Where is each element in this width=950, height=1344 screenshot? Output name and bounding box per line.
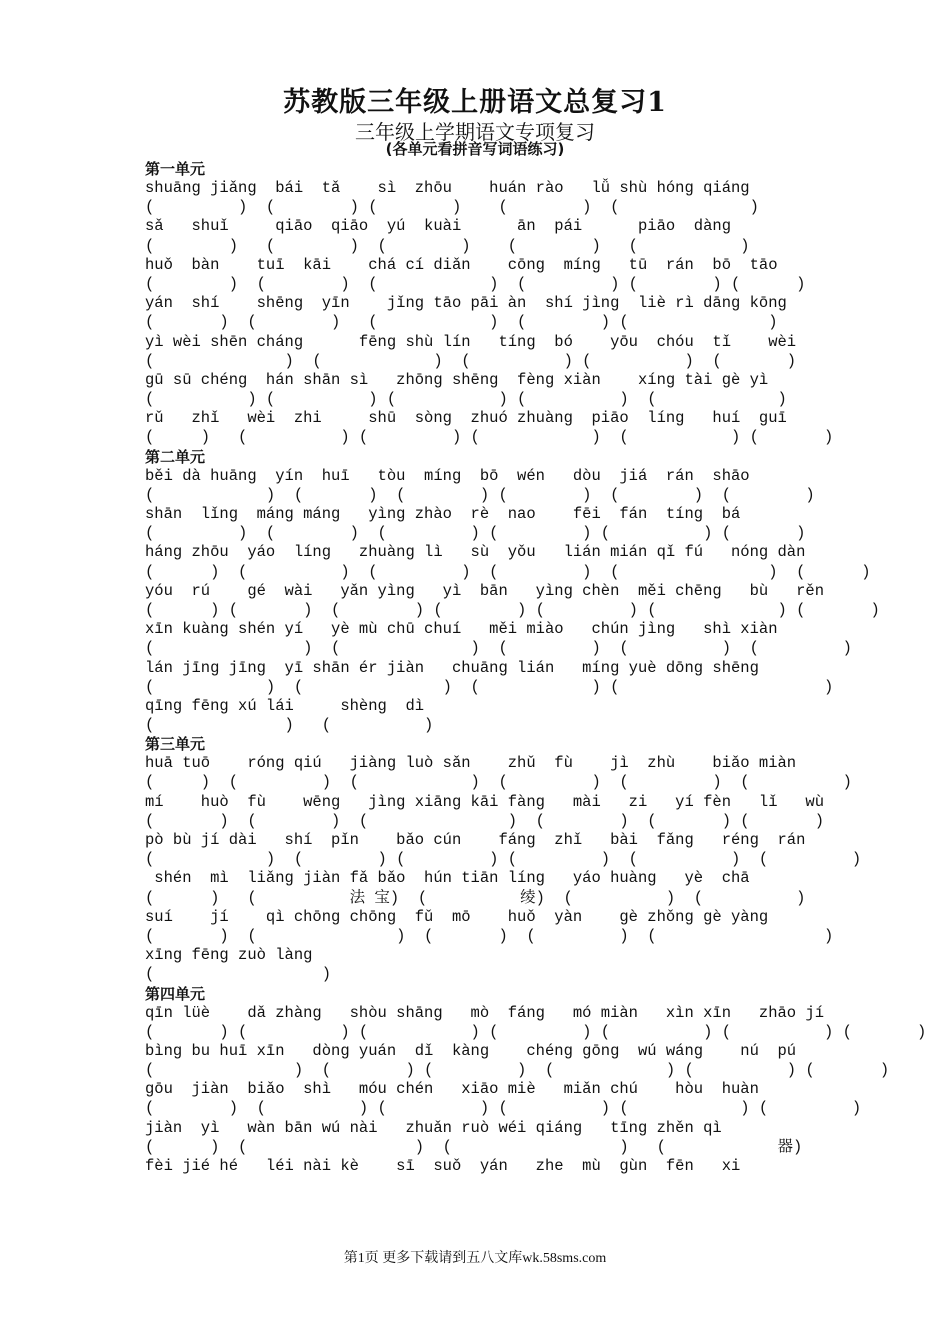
answer-blank-line[interactable]: ( ) ( ) ( ) ( ) ( ) [145, 390, 787, 409]
pinyin-line: shuāng jiǎng bái tǎ sì zhōu huán rào lǚ shù hóng qiáng [145, 179, 750, 197]
pinyin-line: rǔ zhǐ wèi zhi shū sòng zhuó zhuàng piāo líng huí guī [145, 409, 787, 428]
pinyin-line: háng zhōu yáo líng zhuàng lì sù yǒu lián mián qǐ fú nóng dàn [145, 543, 806, 562]
pinyin-line: lán jīng jīng yī shān ér jiàn chuāng lián míng yuè dōng shēng [145, 658, 759, 677]
pinyin-line: běi dà huāng yín huī tòu míng bō wén dòu jiá rán shāo [145, 466, 750, 485]
unit-section [145, 160, 834, 448]
unit-heading: 第三单元 [145, 735, 206, 754]
pinyin-line: shān lǐng máng máng yìng zhào rè nao fēi fán tíng bá [145, 505, 741, 523]
answer-blank-line[interactable]: ( ) ( ) ( ) ( ) ( ) [145, 351, 797, 370]
answer-blank-line[interactable]: ( ) ( ) ( ) ( ) ( ) ( ) [145, 524, 806, 543]
answer-blank-line[interactable]: ( ) ( ) ( ) ( ) ( ) ( ) ( ) [145, 1022, 927, 1041]
pinyin-line: fèi jié hé léi nài kè sī suǒ yán zhe mù gùn fēn xi [145, 1157, 741, 1175]
pinyin-line: bìng bu huī xīn dòng yuán dǐ kàng chéng gōng wú wáng nú pú [145, 1041, 797, 1060]
pinyin-line: shén mì liǎng jiàn fǎ bǎo hún tiān líng yáo huàng yè chā [145, 869, 750, 888]
answer-blank-line[interactable]: ( ) ( ) ( ) ( ) ( ) ( ) [145, 1061, 890, 1080]
pinyin-line: qīn lüè dǎ zhàng shòu shāng mò fáng mó miàn xìn xīn zhāo jí [145, 1003, 825, 1022]
unit-heading: 第二单元 [145, 447, 206, 466]
page-instructions: (各单元看拼音写词语练习) [385, 140, 565, 158]
pinyin-line: yán shí shēng yīn jǐng tāo pāi àn shí jìng liè rì dāng kōng [145, 294, 787, 313]
pinyin-line: gū sū chéng hán shān sì zhōng shēng fèng xiàn xíng tài gè yì [145, 370, 769, 389]
answer-blank-line[interactable]: ( ) ( ) ( ) ( ) ( ) ( ) [145, 850, 862, 869]
exercise-content [145, 160, 927, 1176]
answer-blank-line[interactable]: ( ) ( ) ( ) ( ) ( ) [145, 926, 834, 945]
answer-blank-line[interactable]: ( ) ( ) [145, 716, 434, 735]
answer-blank-line[interactable]: ( ) ( ) ( ) ( ) ( ) ( ) [145, 811, 825, 830]
pinyin-line: qīng fēng xú lái shèng dì [145, 696, 425, 715]
answer-blank-line[interactable]: ( ) ( ) ( ) ( ) ( ) [145, 313, 778, 332]
pinyin-line: jiàn yì wàn bān wú nài zhuǎn ruò wéi qiáng tīng zhěn qì [145, 1118, 722, 1137]
page-title: 苏教版三年级上册语文总复习1 [283, 87, 667, 118]
unit-section [145, 447, 880, 736]
pinyin-line: gōu jiàn biǎo shì móu chén xiāo miè miǎn chú hòu huàn [145, 1080, 759, 1099]
answer-blank-line[interactable]: ( ) ( ) ( ) ( ) ( ) [145, 639, 852, 658]
pinyin-line: huǒ bàn tuī kāi chá cí diǎn cōng míng tū rán bō tāo [145, 255, 778, 274]
pinyin-line: mí huò fù wēng jìng xiāng kāi fàng mài zi yí fèn lǐ wù [145, 792, 825, 811]
answer-blank-line[interactable]: ( ) ( ) ( ) ( ) ( ) ( ) ( ) [145, 600, 880, 619]
unit-heading: 第四单元 [145, 984, 206, 1003]
answer-blank-line[interactable]: ( ) ( ) ( ) ( ) ( ) ( ) [145, 562, 871, 581]
answer-blank-line[interactable]: ( ) ( ) ( ) ( ) ( ) ( ) [145, 274, 806, 293]
pinyin-line: suí jí qì chōng chōng fǔ mō huǒ yàn gè zhǒng gè yàng [145, 907, 769, 926]
page-subtitle: 三年级上学期语文专项复习 [355, 120, 595, 144]
unit-section [145, 735, 862, 984]
pinyin-line: huā tuō róng qiú jiàng luò sǎn zhǔ fù jì zhù biǎo miàn [145, 754, 797, 773]
answer-blank-line[interactable]: ( ) ( ) ( ) ( 器) [145, 1137, 803, 1156]
unit-heading: 第一单元 [145, 160, 206, 178]
answer-blank-line[interactable]: ( ) ( ) ( ) ( ) ( ) ( ) [145, 1099, 862, 1118]
answer-blank-line[interactable]: ( ) ( 法 宝) ( 绫) ( ) ( ) [145, 888, 806, 907]
pinyin-line: sǎ shuǐ qiāo qiāo yú kuài ān pái piāo dàng [145, 217, 731, 236]
pinyin-line: pò bù jí dài shí pǐn bǎo cún fáng zhǐ bài fǎng réng rán [145, 831, 806, 849]
answer-blank-line[interactable]: ( ) ( ) ( ) ( ) ( ) ( ) [145, 485, 815, 504]
answer-blank-line[interactable]: ( ) [145, 965, 332, 984]
answer-blank-line[interactable]: ( ) ( ) ( ) ( ) ( ) [145, 198, 759, 217]
page-footer: 第1页 更多下载请到五八文库wk.58sms.com [343, 1251, 607, 1266]
answer-blank-line[interactable]: ( ) ( ) ( ) ( ) ( ) ( ) [145, 773, 852, 792]
pinyin-line: xīn kuàng shén yí yè mù chū chuí měi miào chún jìng shì xiàn [145, 620, 778, 639]
pinyin-line: yóu rú gé wài yǎn yìng yì bān yìng chèn měi chēng bù rěn [145, 581, 825, 600]
pinyin-line: yì wèi shēn cháng fēng shù lín tíng bó yōu chóu tǐ wèi [145, 332, 797, 351]
pinyin-line: xīng fēng zuò làng [145, 946, 313, 965]
unit-section [145, 984, 927, 1177]
answer-blank-line[interactable]: ( ) ( ) ( ) ( ) ( ) ( ) [145, 428, 834, 447]
answer-blank-line[interactable]: ( ) ( ) ( ) ( ) [145, 677, 834, 696]
answer-blank-line[interactable]: ( ) ( ) ( ) ( ) ( ) [145, 236, 750, 255]
